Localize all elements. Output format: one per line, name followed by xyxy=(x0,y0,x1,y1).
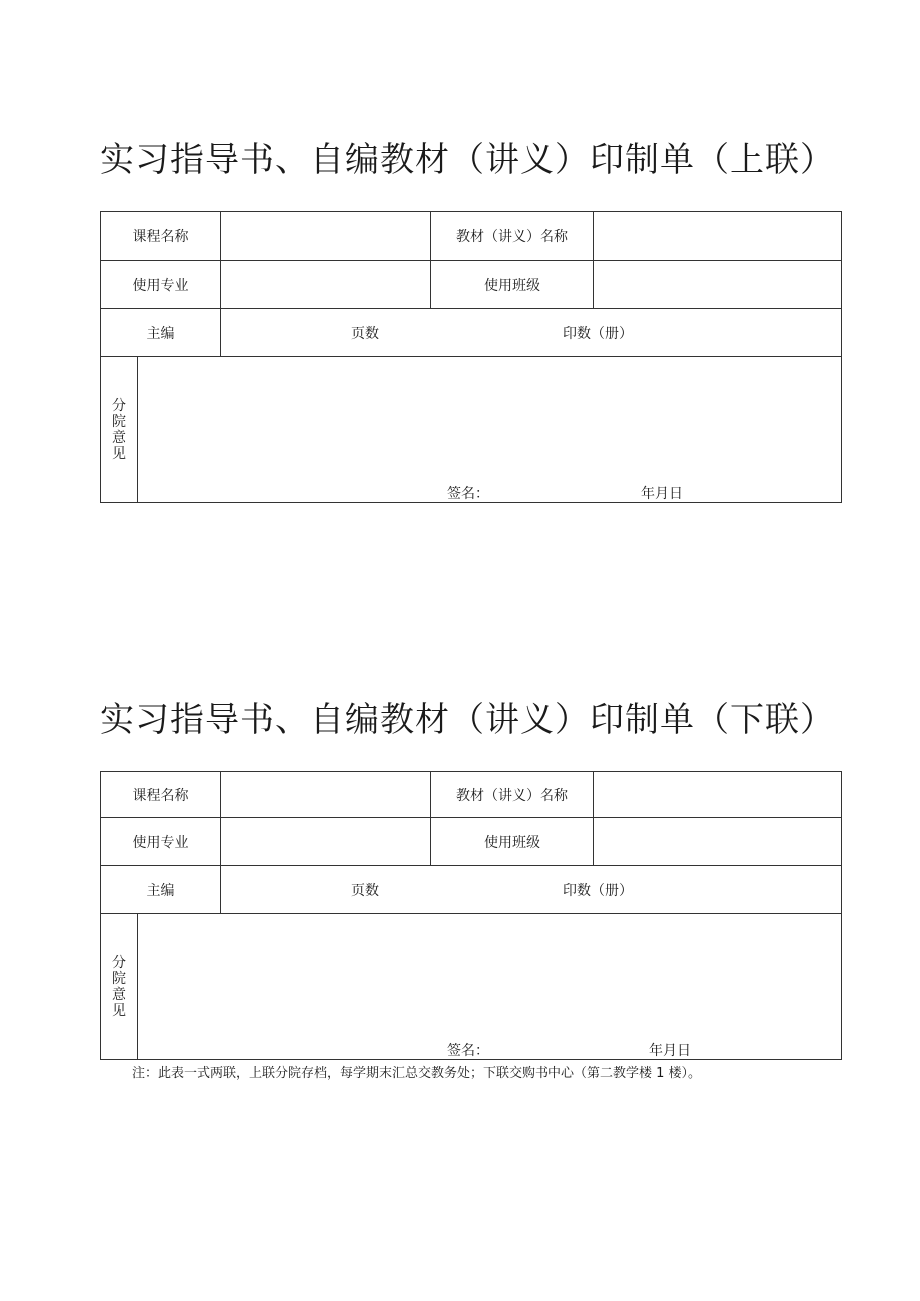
class-label: 使用班级 xyxy=(430,818,593,865)
form-row-editor xyxy=(101,309,841,357)
course-name-field[interactable] xyxy=(220,212,430,260)
copies-label: 印数（册） xyxy=(563,883,633,899)
textbook-name-label: 教材（讲义）名称 xyxy=(430,772,593,817)
opinion-char: 意 xyxy=(112,429,126,446)
pages-label: 页数 xyxy=(351,326,379,342)
textbook-name-field[interactable] xyxy=(593,212,841,260)
opinion-char: 院 xyxy=(112,970,126,987)
opinion-label xyxy=(101,357,138,502)
course-name-label: 课程名称 xyxy=(132,229,189,245)
class-field[interactable] xyxy=(593,818,841,865)
textbook-name-field[interactable] xyxy=(593,772,841,817)
opinion-char: 院 xyxy=(112,413,126,430)
opinion-char: 意 xyxy=(112,986,126,1003)
signature-label: 签名： xyxy=(447,1043,489,1059)
textbook-name-label: 教材（讲义）名称 xyxy=(430,212,593,260)
form-row-major xyxy=(101,818,841,866)
form-row-course xyxy=(101,212,841,261)
form-row-editor xyxy=(101,866,841,914)
form-row-opinion xyxy=(101,914,841,1059)
course-name-field[interactable] xyxy=(220,772,430,817)
opinion-char: 见 xyxy=(112,1002,126,1019)
major-field[interactable] xyxy=(220,261,430,308)
print-form-upper xyxy=(100,211,842,503)
editor-pages-copies-field[interactable] xyxy=(220,309,841,356)
major-label: 使用专业 xyxy=(132,834,189,851)
form-row-major xyxy=(101,261,841,309)
print-form-lower xyxy=(100,771,842,1060)
class-field[interactable] xyxy=(593,261,841,308)
form-row-course xyxy=(101,772,841,818)
major-label: 使用专业 xyxy=(132,277,189,294)
form-title-upper: 实习指导书、自编教材（讲义）印制单（上联） xyxy=(100,140,835,180)
course-name-label: 课程名称 xyxy=(132,787,189,804)
major-field[interactable] xyxy=(220,818,430,865)
copies-label: 印数（册） xyxy=(563,326,633,342)
opinion-label xyxy=(101,914,138,1059)
opinion-char: 见 xyxy=(112,445,126,462)
form-row-opinion xyxy=(101,357,841,502)
class-label: 使用班级 xyxy=(430,261,593,308)
opinion-char: 分 xyxy=(112,397,126,414)
opinion-field[interactable] xyxy=(138,914,841,1059)
signature-label: 签名： xyxy=(447,486,489,502)
footer-note: 注：此表一式两联，上联分院存档，每学期末汇总交教务处；下联交购书中心（第二教学楼 1 楼）。 xyxy=(132,1066,702,1081)
editor-label: 主编 xyxy=(146,325,175,342)
date-label: 年月日 xyxy=(649,1043,691,1059)
pages-label: 页数 xyxy=(351,883,379,899)
date-label: 年月日 xyxy=(641,486,683,502)
form-title-lower: 实习指导书、自编教材（讲义）印制单（下联） xyxy=(100,700,835,740)
opinion-field[interactable] xyxy=(138,357,841,502)
editor-label: 主编 xyxy=(146,882,175,899)
editor-pages-copies-field[interactable] xyxy=(220,866,841,913)
opinion-char: 分 xyxy=(112,954,126,971)
